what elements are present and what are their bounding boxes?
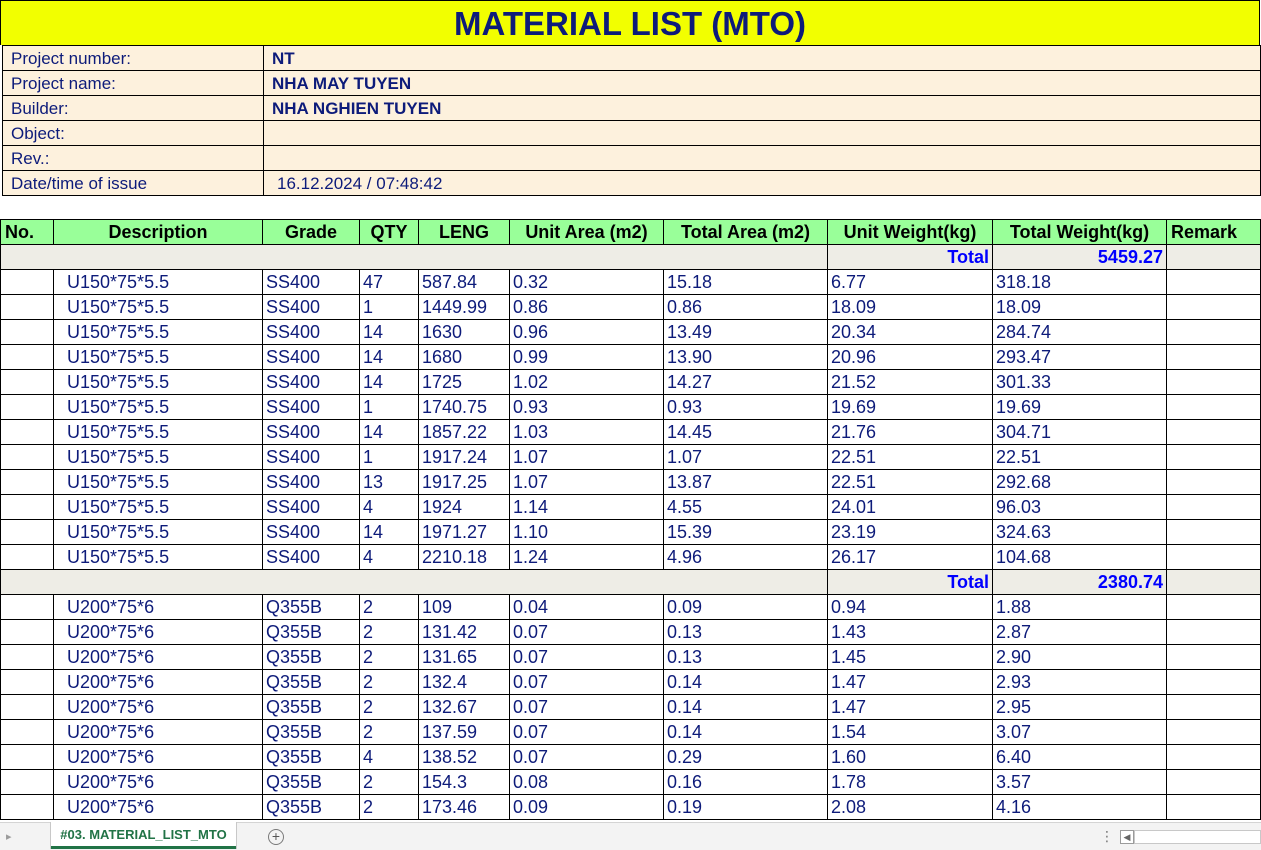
- table-cell[interactable]: [1, 445, 54, 470]
- table-cell[interactable]: 2.08: [828, 795, 993, 820]
- table-cell[interactable]: [1167, 445, 1261, 470]
- table-cell[interactable]: [1167, 545, 1261, 570]
- total-spacer[interactable]: [1, 570, 828, 595]
- table-row: [1, 270, 1261, 295]
- table-cell[interactable]: 0.09: [664, 595, 828, 620]
- table-cell[interactable]: 1857.22: [419, 420, 510, 445]
- total-spacer[interactable]: [1, 245, 828, 270]
- table-cell[interactable]: 20.34: [828, 320, 993, 345]
- table-cell[interactable]: [1167, 395, 1261, 420]
- table-cell[interactable]: 14.27: [664, 370, 828, 395]
- column-header[interactable]: QTY: [360, 220, 419, 245]
- table-cell[interactable]: 109: [419, 595, 510, 620]
- table-cell[interactable]: SS400: [263, 345, 360, 370]
- column-header[interactable]: No.: [1, 220, 54, 245]
- table-cell[interactable]: [1, 595, 54, 620]
- table-row: [1, 545, 1261, 570]
- table-cell[interactable]: 1917.25: [419, 470, 510, 495]
- table-cell[interactable]: 2: [360, 695, 419, 720]
- table-cell[interactable]: 21.76: [828, 420, 993, 445]
- table-cell[interactable]: 304.71: [993, 420, 1167, 445]
- table-cell[interactable]: 1971.27: [419, 520, 510, 545]
- table-cell[interactable]: 2: [360, 620, 419, 645]
- table-cell[interactable]: 1.24: [510, 545, 664, 570]
- sheet-tab-active[interactable]: #03. MATERIAL_LIST_MTO: [51, 822, 236, 849]
- table-cell[interactable]: SS400: [263, 295, 360, 320]
- table-cell[interactable]: 0.29: [664, 745, 828, 770]
- table-cell[interactable]: [1, 745, 54, 770]
- table-row: [1, 395, 1261, 420]
- table-cell[interactable]: 1: [360, 395, 419, 420]
- table-cell[interactable]: 0.07: [510, 695, 664, 720]
- table-cell[interactable]: Q355B: [263, 695, 360, 720]
- table-cell[interactable]: [1, 545, 54, 570]
- table-cell[interactable]: 6.77: [828, 270, 993, 295]
- table-cell[interactable]: 0.13: [664, 645, 828, 670]
- table-cell[interactable]: 1630: [419, 320, 510, 345]
- chevron-right-icon[interactable]: ▸: [6, 831, 12, 843]
- table-cell[interactable]: 1: [360, 445, 419, 470]
- table-cell[interactable]: SS400: [263, 445, 360, 470]
- table-cell[interactable]: 22.51: [828, 445, 993, 470]
- info-row: [3, 146, 1261, 171]
- table-cell[interactable]: [1167, 370, 1261, 395]
- table-cell[interactable]: 1740.75: [419, 395, 510, 420]
- table-row: [1, 445, 1261, 470]
- table-cell[interactable]: 2: [360, 770, 419, 795]
- more-options-icon[interactable]: ⋮: [1100, 828, 1114, 844]
- table-row: [1, 470, 1261, 495]
- table-cell[interactable]: [1, 270, 54, 295]
- table-cell[interactable]: 0.07: [510, 670, 664, 695]
- table-cell[interactable]: 96.03: [993, 495, 1167, 520]
- table-cell[interactable]: 2.95: [993, 695, 1167, 720]
- table-cell[interactable]: SS400: [263, 545, 360, 570]
- table-cell[interactable]: 2: [360, 795, 419, 820]
- table-cell[interactable]: [1167, 420, 1261, 445]
- table-cell[interactable]: 0.07: [510, 645, 664, 670]
- column-header[interactable]: Total Area (m2): [664, 220, 828, 245]
- table-cell[interactable]: Q355B: [263, 595, 360, 620]
- table-cell[interactable]: 0.07: [510, 620, 664, 645]
- table-cell[interactable]: U150*75*5.5: [54, 495, 263, 520]
- info-row: [3, 121, 1261, 146]
- material-list-table: [0, 219, 1261, 820]
- table-cell[interactable]: 18.09: [828, 295, 993, 320]
- total-remark-cell[interactable]: [1167, 245, 1261, 270]
- table-cell[interactable]: 1.07: [510, 470, 664, 495]
- table-cell[interactable]: 1917.24: [419, 445, 510, 470]
- table-cell[interactable]: SS400: [263, 395, 360, 420]
- info-value[interactable]: NT: [264, 46, 1261, 71]
- table-cell[interactable]: 2: [360, 595, 419, 620]
- table-cell[interactable]: Q355B: [263, 770, 360, 795]
- table-cell[interactable]: 4: [360, 495, 419, 520]
- table-cell[interactable]: 0.32: [510, 270, 664, 295]
- table-cell[interactable]: 138.52: [419, 745, 510, 770]
- table-row: [1, 620, 1261, 645]
- table-cell[interactable]: 13: [360, 470, 419, 495]
- table-cell[interactable]: [1, 320, 54, 345]
- table-cell[interactable]: U200*75*6: [54, 795, 263, 820]
- table-cell[interactable]: 1449.99: [419, 295, 510, 320]
- table-cell[interactable]: 13.49: [664, 320, 828, 345]
- table-row: [1, 720, 1261, 745]
- table-cell[interactable]: [1167, 645, 1261, 670]
- column-header[interactable]: Unit Weight(kg): [828, 220, 993, 245]
- info-value[interactable]: 16.12.2024 / 07:48:42: [264, 171, 1261, 196]
- table-cell[interactable]: 1.78: [828, 770, 993, 795]
- table-cell[interactable]: SS400: [263, 370, 360, 395]
- table-cell[interactable]: 6.40: [993, 745, 1167, 770]
- table-cell[interactable]: 47: [360, 270, 419, 295]
- table-cell[interactable]: 14: [360, 420, 419, 445]
- table-cell[interactable]: 1725: [419, 370, 510, 395]
- table-row: [1, 695, 1261, 720]
- table-cell[interactable]: [1167, 520, 1261, 545]
- table-cell[interactable]: [1, 695, 54, 720]
- table-cell[interactable]: 1.07: [510, 445, 664, 470]
- info-row: [3, 71, 1261, 96]
- table-row: [1, 345, 1261, 370]
- table-cell[interactable]: 1.02: [510, 370, 664, 395]
- column-header-row: [1, 220, 1261, 245]
- column-header[interactable]: Total Weight(kg): [993, 220, 1167, 245]
- table-cell[interactable]: 14: [360, 370, 419, 395]
- table-cell[interactable]: [1, 495, 54, 520]
- table-cell[interactable]: 154.3: [419, 770, 510, 795]
- table-cell[interactable]: [1, 795, 54, 820]
- table-cell[interactable]: 0.14: [664, 670, 828, 695]
- table-cell[interactable]: 4: [360, 545, 419, 570]
- table-cell[interactable]: [1, 670, 54, 695]
- table-cell[interactable]: 3.57: [993, 770, 1167, 795]
- table-cell[interactable]: [1167, 745, 1261, 770]
- table-cell[interactable]: 0.14: [664, 695, 828, 720]
- table-cell[interactable]: 3.07: [993, 720, 1167, 745]
- table-row: [1, 320, 1261, 345]
- table-row: [1, 420, 1261, 445]
- info-row: [3, 96, 1261, 121]
- column-header[interactable]: Unit Area (m2): [510, 220, 664, 245]
- table-cell[interactable]: [1167, 270, 1261, 295]
- info-label: Rev.:: [3, 146, 264, 171]
- total-label[interactable]: Total: [828, 245, 993, 270]
- total-row: [1, 245, 1261, 270]
- table-row: [1, 595, 1261, 620]
- table-cell[interactable]: U200*75*6: [54, 745, 263, 770]
- table-cell[interactable]: 0.04: [510, 595, 664, 620]
- table-cell[interactable]: [1, 770, 54, 795]
- sheet-tab-bar: [0, 822, 1261, 850]
- total-label[interactable]: Total: [828, 570, 993, 595]
- table-row: [1, 770, 1261, 795]
- table-cell[interactable]: 0.94: [828, 595, 993, 620]
- column-header[interactable]: Remark: [1167, 220, 1261, 245]
- table-cell[interactable]: [1167, 620, 1261, 645]
- table-cell[interactable]: 1.88: [993, 595, 1167, 620]
- table-cell[interactable]: 318.18: [993, 270, 1167, 295]
- table-cell[interactable]: U150*75*5.5: [54, 270, 263, 295]
- info-label: Builder:: [3, 96, 264, 121]
- table-cell[interactable]: 0.86: [510, 295, 664, 320]
- table-cell[interactable]: 137.59: [419, 720, 510, 745]
- scroll-left-icon[interactable]: ◀: [1120, 830, 1134, 844]
- table-cell[interactable]: 324.63: [993, 520, 1167, 545]
- table-cell[interactable]: 0.86: [664, 295, 828, 320]
- table-cell[interactable]: U200*75*6: [54, 645, 263, 670]
- info-row: [3, 46, 1261, 71]
- table-cell[interactable]: 2.93: [993, 670, 1167, 695]
- info-value[interactable]: NHA MAY TUYEN: [264, 71, 1261, 96]
- table-cell[interactable]: 1.54: [828, 720, 993, 745]
- table-cell[interactable]: 26.17: [828, 545, 993, 570]
- table-cell[interactable]: 104.68: [993, 545, 1167, 570]
- table-cell[interactable]: U150*75*5.5: [54, 320, 263, 345]
- table-cell[interactable]: 2: [360, 645, 419, 670]
- plus-circle-icon[interactable]: +: [268, 829, 284, 845]
- info-value[interactable]: NHA NGHIEN TUYEN: [264, 96, 1261, 121]
- table-cell[interactable]: [1167, 295, 1261, 320]
- table-cell[interactable]: 1680: [419, 345, 510, 370]
- table-cell[interactable]: 14: [360, 345, 419, 370]
- sheet-title[interactable]: MATERIAL LIST (MTO): [0, 0, 1260, 45]
- table-cell[interactable]: 1.07: [664, 445, 828, 470]
- table-cell[interactable]: 292.68: [993, 470, 1167, 495]
- table-cell[interactable]: [1167, 345, 1261, 370]
- table-cell[interactable]: [1, 645, 54, 670]
- horizontal-scrollbar[interactable]: [1134, 830, 1261, 844]
- project-info-table: [2, 45, 1261, 196]
- table-cell[interactable]: 587.84: [419, 270, 510, 295]
- table-cell[interactable]: U150*75*5.5: [54, 470, 263, 495]
- total-value[interactable]: 5459.27: [993, 245, 1167, 270]
- table-cell[interactable]: [1, 395, 54, 420]
- table-cell[interactable]: 14.45: [664, 420, 828, 445]
- table-cell[interactable]: 15.18: [664, 270, 828, 295]
- table-cell[interactable]: 0.93: [510, 395, 664, 420]
- table-cell[interactable]: [1167, 770, 1261, 795]
- table-cell[interactable]: Q355B: [263, 795, 360, 820]
- table-cell[interactable]: 1.14: [510, 495, 664, 520]
- table-cell[interactable]: [1167, 320, 1261, 345]
- table-cell[interactable]: U150*75*5.5: [54, 395, 263, 420]
- table-cell[interactable]: [1167, 670, 1261, 695]
- table-cell[interactable]: 19.69: [828, 395, 993, 420]
- table-cell[interactable]: 0.14: [664, 720, 828, 745]
- table-cell[interactable]: 13.87: [664, 470, 828, 495]
- table-cell[interactable]: U200*75*6: [54, 620, 263, 645]
- table-cell[interactable]: [1167, 470, 1261, 495]
- table-cell[interactable]: 0.07: [510, 720, 664, 745]
- table-cell[interactable]: Q355B: [263, 670, 360, 695]
- table-cell[interactable]: 22.51: [828, 470, 993, 495]
- table-row: [1, 295, 1261, 320]
- table-cell[interactable]: [1, 370, 54, 395]
- table-cell[interactable]: 301.33: [993, 370, 1167, 395]
- info-value[interactable]: [264, 146, 1261, 171]
- table-cell[interactable]: 0.13: [664, 620, 828, 645]
- table-cell[interactable]: 2: [360, 720, 419, 745]
- total-value[interactable]: 2380.74: [993, 570, 1167, 595]
- table-cell[interactable]: U150*75*5.5: [54, 295, 263, 320]
- table-cell[interactable]: 0.09: [510, 795, 664, 820]
- table-row: [1, 795, 1261, 820]
- table-cell[interactable]: 14: [360, 320, 419, 345]
- table-cell[interactable]: U200*75*6: [54, 770, 263, 795]
- info-label: Project number:: [3, 46, 264, 71]
- table-cell[interactable]: 2.87: [993, 620, 1167, 645]
- table-cell[interactable]: U150*75*5.5: [54, 545, 263, 570]
- table-cell[interactable]: [1, 345, 54, 370]
- table-cell[interactable]: 4: [360, 745, 419, 770]
- total-remark-cell[interactable]: [1167, 570, 1261, 595]
- table-cell[interactable]: Q355B: [263, 645, 360, 670]
- info-value[interactable]: [264, 121, 1261, 146]
- table-cell[interactable]: 2210.18: [419, 545, 510, 570]
- column-header[interactable]: Grade: [263, 220, 360, 245]
- table-cell[interactable]: 24.01: [828, 495, 993, 520]
- table-cell[interactable]: U200*75*6: [54, 720, 263, 745]
- table-cell[interactable]: 2: [360, 670, 419, 695]
- table-cell[interactable]: 0.08: [510, 770, 664, 795]
- table-cell[interactable]: 14: [360, 520, 419, 545]
- table-cell[interactable]: 1.60: [828, 745, 993, 770]
- table-cell[interactable]: U150*75*5.5: [54, 520, 263, 545]
- table-row: [1, 745, 1261, 770]
- table-cell[interactable]: SS400: [263, 520, 360, 545]
- table-cell[interactable]: 1: [360, 295, 419, 320]
- table-cell[interactable]: 293.47: [993, 345, 1167, 370]
- table-cell[interactable]: 131.65: [419, 645, 510, 670]
- table-cell[interactable]: SS400: [263, 495, 360, 520]
- table-cell[interactable]: 1924: [419, 495, 510, 520]
- table-cell[interactable]: SS400: [263, 420, 360, 445]
- table-row: [1, 370, 1261, 395]
- table-cell[interactable]: U200*75*6: [54, 595, 263, 620]
- table-cell[interactable]: 0.96: [510, 320, 664, 345]
- table-cell[interactable]: 22.51: [993, 445, 1167, 470]
- table-cell[interactable]: 23.19: [828, 520, 993, 545]
- table-cell[interactable]: 131.42: [419, 620, 510, 645]
- table-cell[interactable]: Q355B: [263, 620, 360, 645]
- table-cell[interactable]: 4.55: [664, 495, 828, 520]
- table-cell[interactable]: 2.90: [993, 645, 1167, 670]
- info-row: [3, 171, 1261, 196]
- table-cell[interactable]: [1, 620, 54, 645]
- table-row: [1, 670, 1261, 695]
- table-cell[interactable]: 18.09: [993, 295, 1167, 320]
- table-cell[interactable]: SS400: [263, 470, 360, 495]
- table-cell[interactable]: 0.19: [664, 795, 828, 820]
- table-cell[interactable]: 173.46: [419, 795, 510, 820]
- table-cell[interactable]: 0.16: [664, 770, 828, 795]
- table-cell[interactable]: U200*75*6: [54, 695, 263, 720]
- info-label: Object:: [3, 121, 264, 146]
- table-cell[interactable]: [1167, 795, 1261, 820]
- table-cell[interactable]: U200*75*6: [54, 670, 263, 695]
- table-row: [1, 645, 1261, 670]
- column-header[interactable]: LENG: [419, 220, 510, 245]
- table-cell[interactable]: 1.43: [828, 620, 993, 645]
- table-cell[interactable]: 0.07: [510, 745, 664, 770]
- table-cell[interactable]: [1, 295, 54, 320]
- table-cell[interactable]: U150*75*5.5: [54, 420, 263, 445]
- table-cell[interactable]: [1, 520, 54, 545]
- table-cell[interactable]: [1167, 595, 1261, 620]
- table-cell[interactable]: [1167, 720, 1261, 745]
- info-label: Date/time of issue: [3, 171, 264, 196]
- table-cell[interactable]: 19.69: [993, 395, 1167, 420]
- table-cell[interactable]: 1.03: [510, 420, 664, 445]
- table-cell[interactable]: [1, 720, 54, 745]
- table-cell[interactable]: [1167, 495, 1261, 520]
- table-cell[interactable]: SS400: [263, 320, 360, 345]
- table-cell[interactable]: U150*75*5.5: [54, 445, 263, 470]
- table-cell[interactable]: 20.96: [828, 345, 993, 370]
- table-cell[interactable]: 1.45: [828, 645, 993, 670]
- table-cell[interactable]: 1.47: [828, 695, 993, 720]
- table-cell[interactable]: [1, 420, 54, 445]
- table-row: [1, 520, 1261, 545]
- table-cell[interactable]: 132.4: [419, 670, 510, 695]
- table-cell[interactable]: 15.39: [664, 520, 828, 545]
- table-cell[interactable]: [1, 470, 54, 495]
- table-cell[interactable]: 1.10: [510, 520, 664, 545]
- table-cell[interactable]: 1.47: [828, 670, 993, 695]
- table-cell[interactable]: U150*75*5.5: [54, 345, 263, 370]
- table-cell[interactable]: 132.67: [419, 695, 510, 720]
- total-row: [1, 570, 1261, 595]
- table-cell[interactable]: U150*75*5.5: [54, 370, 263, 395]
- table-cell[interactable]: 4.16: [993, 795, 1167, 820]
- table-cell[interactable]: 0.93: [664, 395, 828, 420]
- table-cell[interactable]: 284.74: [993, 320, 1167, 345]
- info-label: Project name:: [3, 71, 264, 96]
- table-cell[interactable]: Q355B: [263, 720, 360, 745]
- table-cell[interactable]: SS400: [263, 270, 360, 295]
- table-cell[interactable]: 13.90: [664, 345, 828, 370]
- table-cell[interactable]: [1167, 695, 1261, 720]
- table-row: [1, 495, 1261, 520]
- table-cell[interactable]: 4.96: [664, 545, 828, 570]
- table-cell[interactable]: 21.52: [828, 370, 993, 395]
- table-cell[interactable]: 0.99: [510, 345, 664, 370]
- table-cell[interactable]: Q355B: [263, 745, 360, 770]
- column-header[interactable]: Description: [54, 220, 263, 245]
